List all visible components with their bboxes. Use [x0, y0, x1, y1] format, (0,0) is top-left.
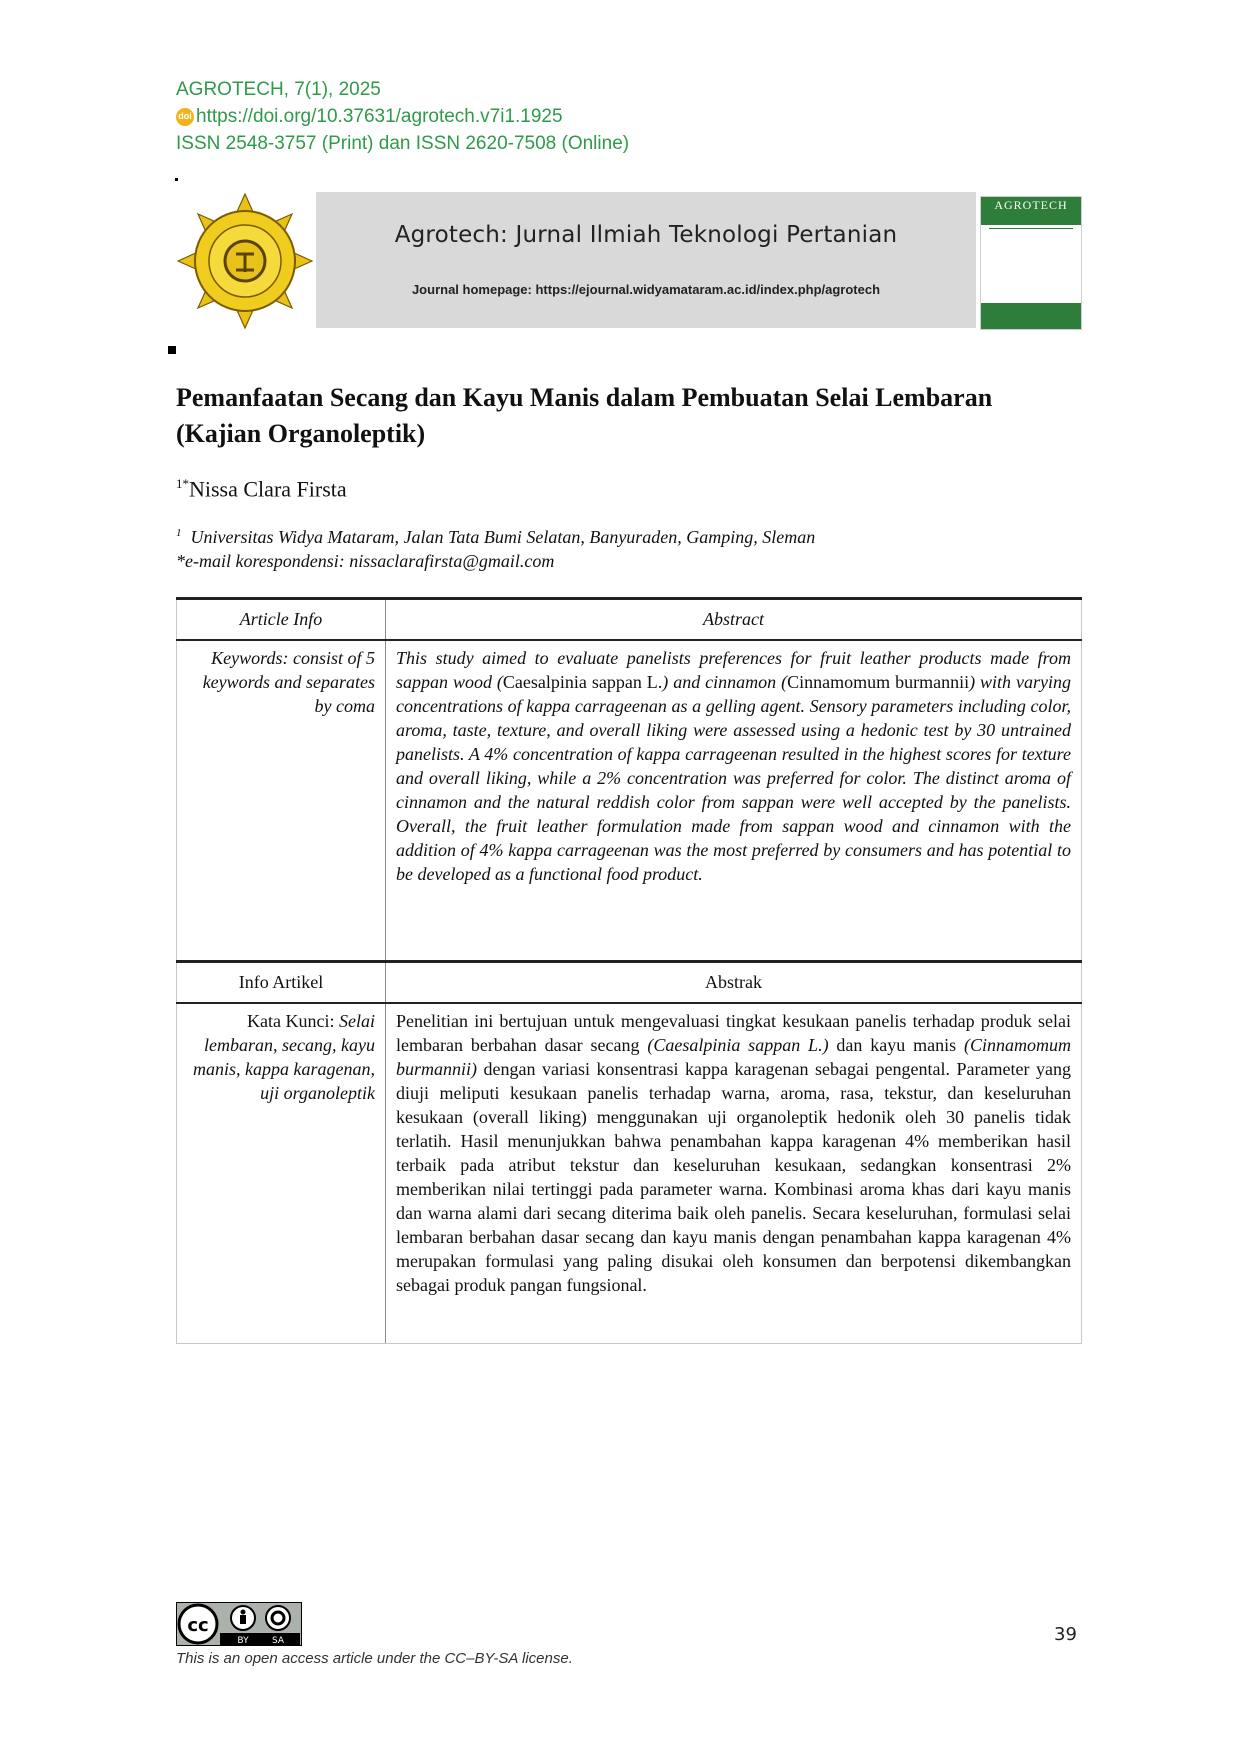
affiliation-mark: 1 — [176, 527, 182, 539]
bullet-marker — [168, 346, 176, 354]
author-line — [176, 476, 347, 502]
university-seal-icon — [176, 192, 314, 330]
license-text: This is an open access article under the CC–BY-SA license. — [176, 1650, 573, 1667]
affiliation-block — [176, 521, 815, 573]
cover-footer-band — [981, 303, 1081, 329]
author-mark: 1* — [176, 476, 189, 491]
doi-icon: doi — [176, 108, 194, 126]
info-header-row-en — [177, 599, 1082, 641]
cc-sa-text: SA — [271, 1636, 285, 1646]
abstract-header: Abstract — [386, 599, 1082, 641]
abstract-id-text: dan kayu manis — [828, 1035, 964, 1055]
info-body-row-en — [177, 640, 1082, 962]
bullet-marker — [175, 178, 178, 181]
keywords-id-label: Kata Kunci: — [247, 1011, 335, 1031]
journal-cover-thumbnail — [980, 196, 1082, 330]
abstract-id-text: Penelitian ini bertujuan untuk mengevaluasi tingkat kesukaan panelis terhadap produk selai lembaran berbahan dasar secang — [396, 1011, 1071, 1055]
keywords-id-values: Selai lembaran, secang, kayu manis, kappa karagenan, uji organoleptik — [193, 1011, 375, 1103]
journal-title: Agrotech: Jurnal Ilmiah Teknologi Pertanian — [394, 222, 898, 248]
abstract-id — [386, 1003, 1082, 1344]
abstract-en-species: Caesalpinia sappan L. — [502, 672, 663, 692]
abstract-id-text: dengan variasi konsentrasi kappa karagenan sebagai pengental. Parameter yang diuji meliputi kesukaan panelis terhadap warna, aroma, rasa, tekstur, dan keseluruhan kesukaan (overall liking) menggunakan uji organoleptik hedonik oleh 30 panelis tidak terlatih. Hasil menunjukkan bahwa penambahan kappa karagenan 4% memberikan hasil terbaik pada atribut tekstur dan keseluruhan kesukaan, sedangkan konsentrasi 2% memberikan nilai tertinggi pada parameter warna. Kombinasi aroma khas dari kayu manis dan warna alami dari secang diterima baik oleh panelis. Secara keseluruhan, formulasi selai lembaran berbahan dasar secang dan kayu manis dengan penambahan kappa karagenan 4% merupakan formulasi yang paling disukai oleh konsumen dan berpotensi dikembangkan sebagai produk pangan fungsional. — [396, 1059, 1071, 1295]
abstract-en — [386, 640, 1082, 962]
article-info-header: Article Info — [177, 599, 386, 641]
journal-title-band — [316, 192, 976, 328]
email[interactable]: *e-mail korespondensi: nissaclarafirsta@gmail.com — [176, 551, 555, 571]
page-number: 39 — [1054, 1624, 1077, 1645]
abstract-en-text: ) with varying concentrations of kappa carrageenan as a gelling agent. Sensory parameters including color, aroma, taste, texture, and overall liking were assessed using a hedonic test by 30 untrained panelists. A 4% concentration of kappa carrageenan resulted in the highest scores for texture and overall liking, while a 2% concentration was preferred for color. The distinct aroma of cinnamon and the natural reddish color from sappan were well accepted by the panelists. Overall, the fruit leather formulation made from sappan wood and cinnamon with the addition of 4% kappa carrageenan was the most preferred by consumers and has potential to be developed as a functional food product. — [396, 672, 1071, 884]
cover-label: AGROTECH — [981, 197, 1081, 225]
journal-issue: AGROTECH, 7(1), 2025 — [176, 79, 381, 100]
doi-prefix[interactable]: https://doi.org/ — [196, 106, 317, 127]
abstract-en-text: This study aimed to evaluate panelists preferences for fruit leather products made from sappan wood ( — [396, 648, 1071, 692]
abstract-id-species: (Caesalpinia sappan L.) — [647, 1035, 829, 1055]
journal-meta — [176, 76, 629, 157]
abstrak-header: Abstrak — [386, 962, 1082, 1004]
journal-banner — [176, 192, 1080, 330]
doi-id[interactable]: 10.37631/agrotech.v7i1.1925 — [316, 106, 563, 127]
info-body-row-id — [177, 1003, 1082, 1344]
abstract-en-text: ) and cinnamon ( — [662, 672, 788, 692]
info-artikel-header: Info Artikel — [177, 962, 386, 1004]
cc-by-text: BY — [237, 1636, 249, 1646]
doi-line[interactable] — [176, 103, 629, 130]
keywords-id — [177, 1003, 386, 1344]
keywords-en: Keywords: consist of 5 keywords and separates by coma — [177, 640, 386, 962]
author-name: Nissa Clara Firsta — [189, 476, 347, 502]
abstract-id-species: (Cinnamomum burmannii) — [396, 1035, 1071, 1079]
info-header-row-id — [177, 962, 1082, 1004]
cc-text: cc — [187, 1615, 209, 1636]
abstract-en-species: Cinnamomum burmannii — [787, 672, 970, 692]
issn: ISSN 2548-3757 (Print) dan ISSN 2620-7508 (Online) — [176, 133, 630, 154]
journal-homepage[interactable]: Journal homepage: https://ejournal.widyamataram.ac.id/index.php/agrotech — [411, 282, 881, 297]
cover-rule — [989, 228, 1073, 229]
article-info-table — [176, 597, 1082, 1344]
cc-by-sa-icon[interactable] — [176, 1602, 302, 1646]
affiliation: Universitas Widya Mataram, Jalan Tata Bumi Selatan, Banyuraden, Gamping, Sleman — [190, 527, 816, 547]
article-title: Pemanfaatan Secang dan Kayu Manis dalam Pembuatan Selai Lembaran (Kajian Organoleptik) — [176, 383, 993, 448]
